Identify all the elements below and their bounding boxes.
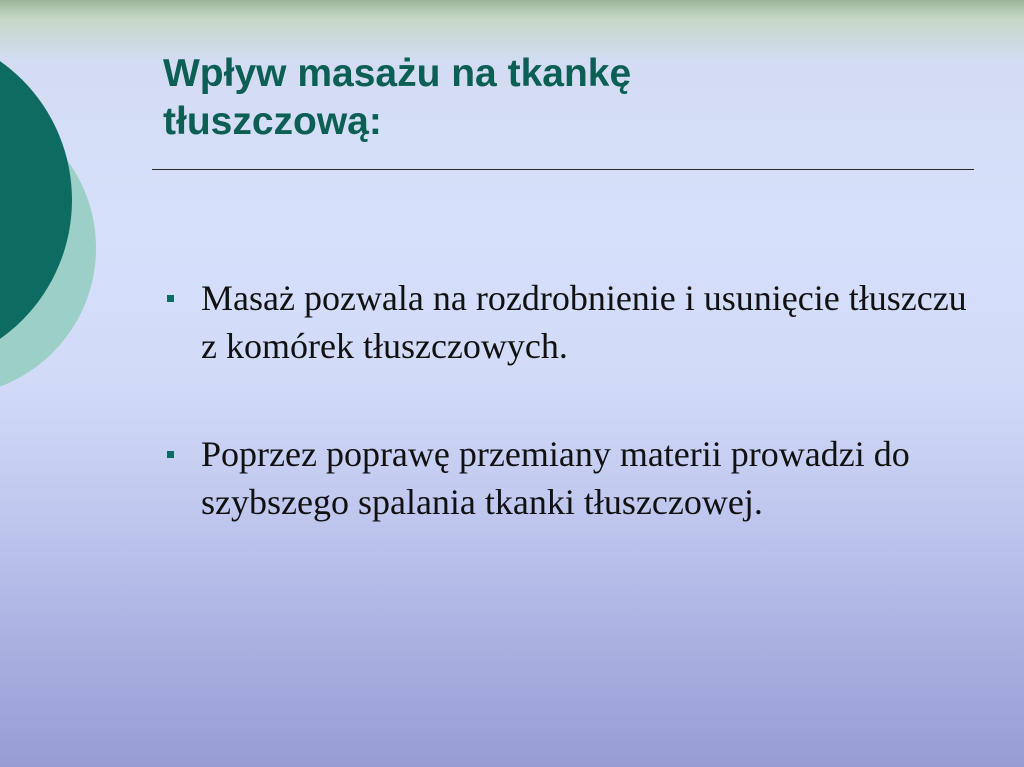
square-bullet-icon [167,451,174,458]
bullet-text: Masaż pozwala na rozdrobnienie i usunięcie tłuszczu z komórek tłuszczowych. [201,278,967,366]
square-bullet-icon [167,295,174,302]
title-divider [152,169,974,170]
slide-title: Wpływ masażu na tkankę tłuszczową: [163,52,632,143]
bullet-text: Poprzez poprawę przemiany materii prowadzi do szybszego spalania tkanki tłuszczowej. [201,434,910,522]
bullet-item [160,274,980,370]
bullet-item [160,430,980,526]
bullet-list [160,274,980,586]
